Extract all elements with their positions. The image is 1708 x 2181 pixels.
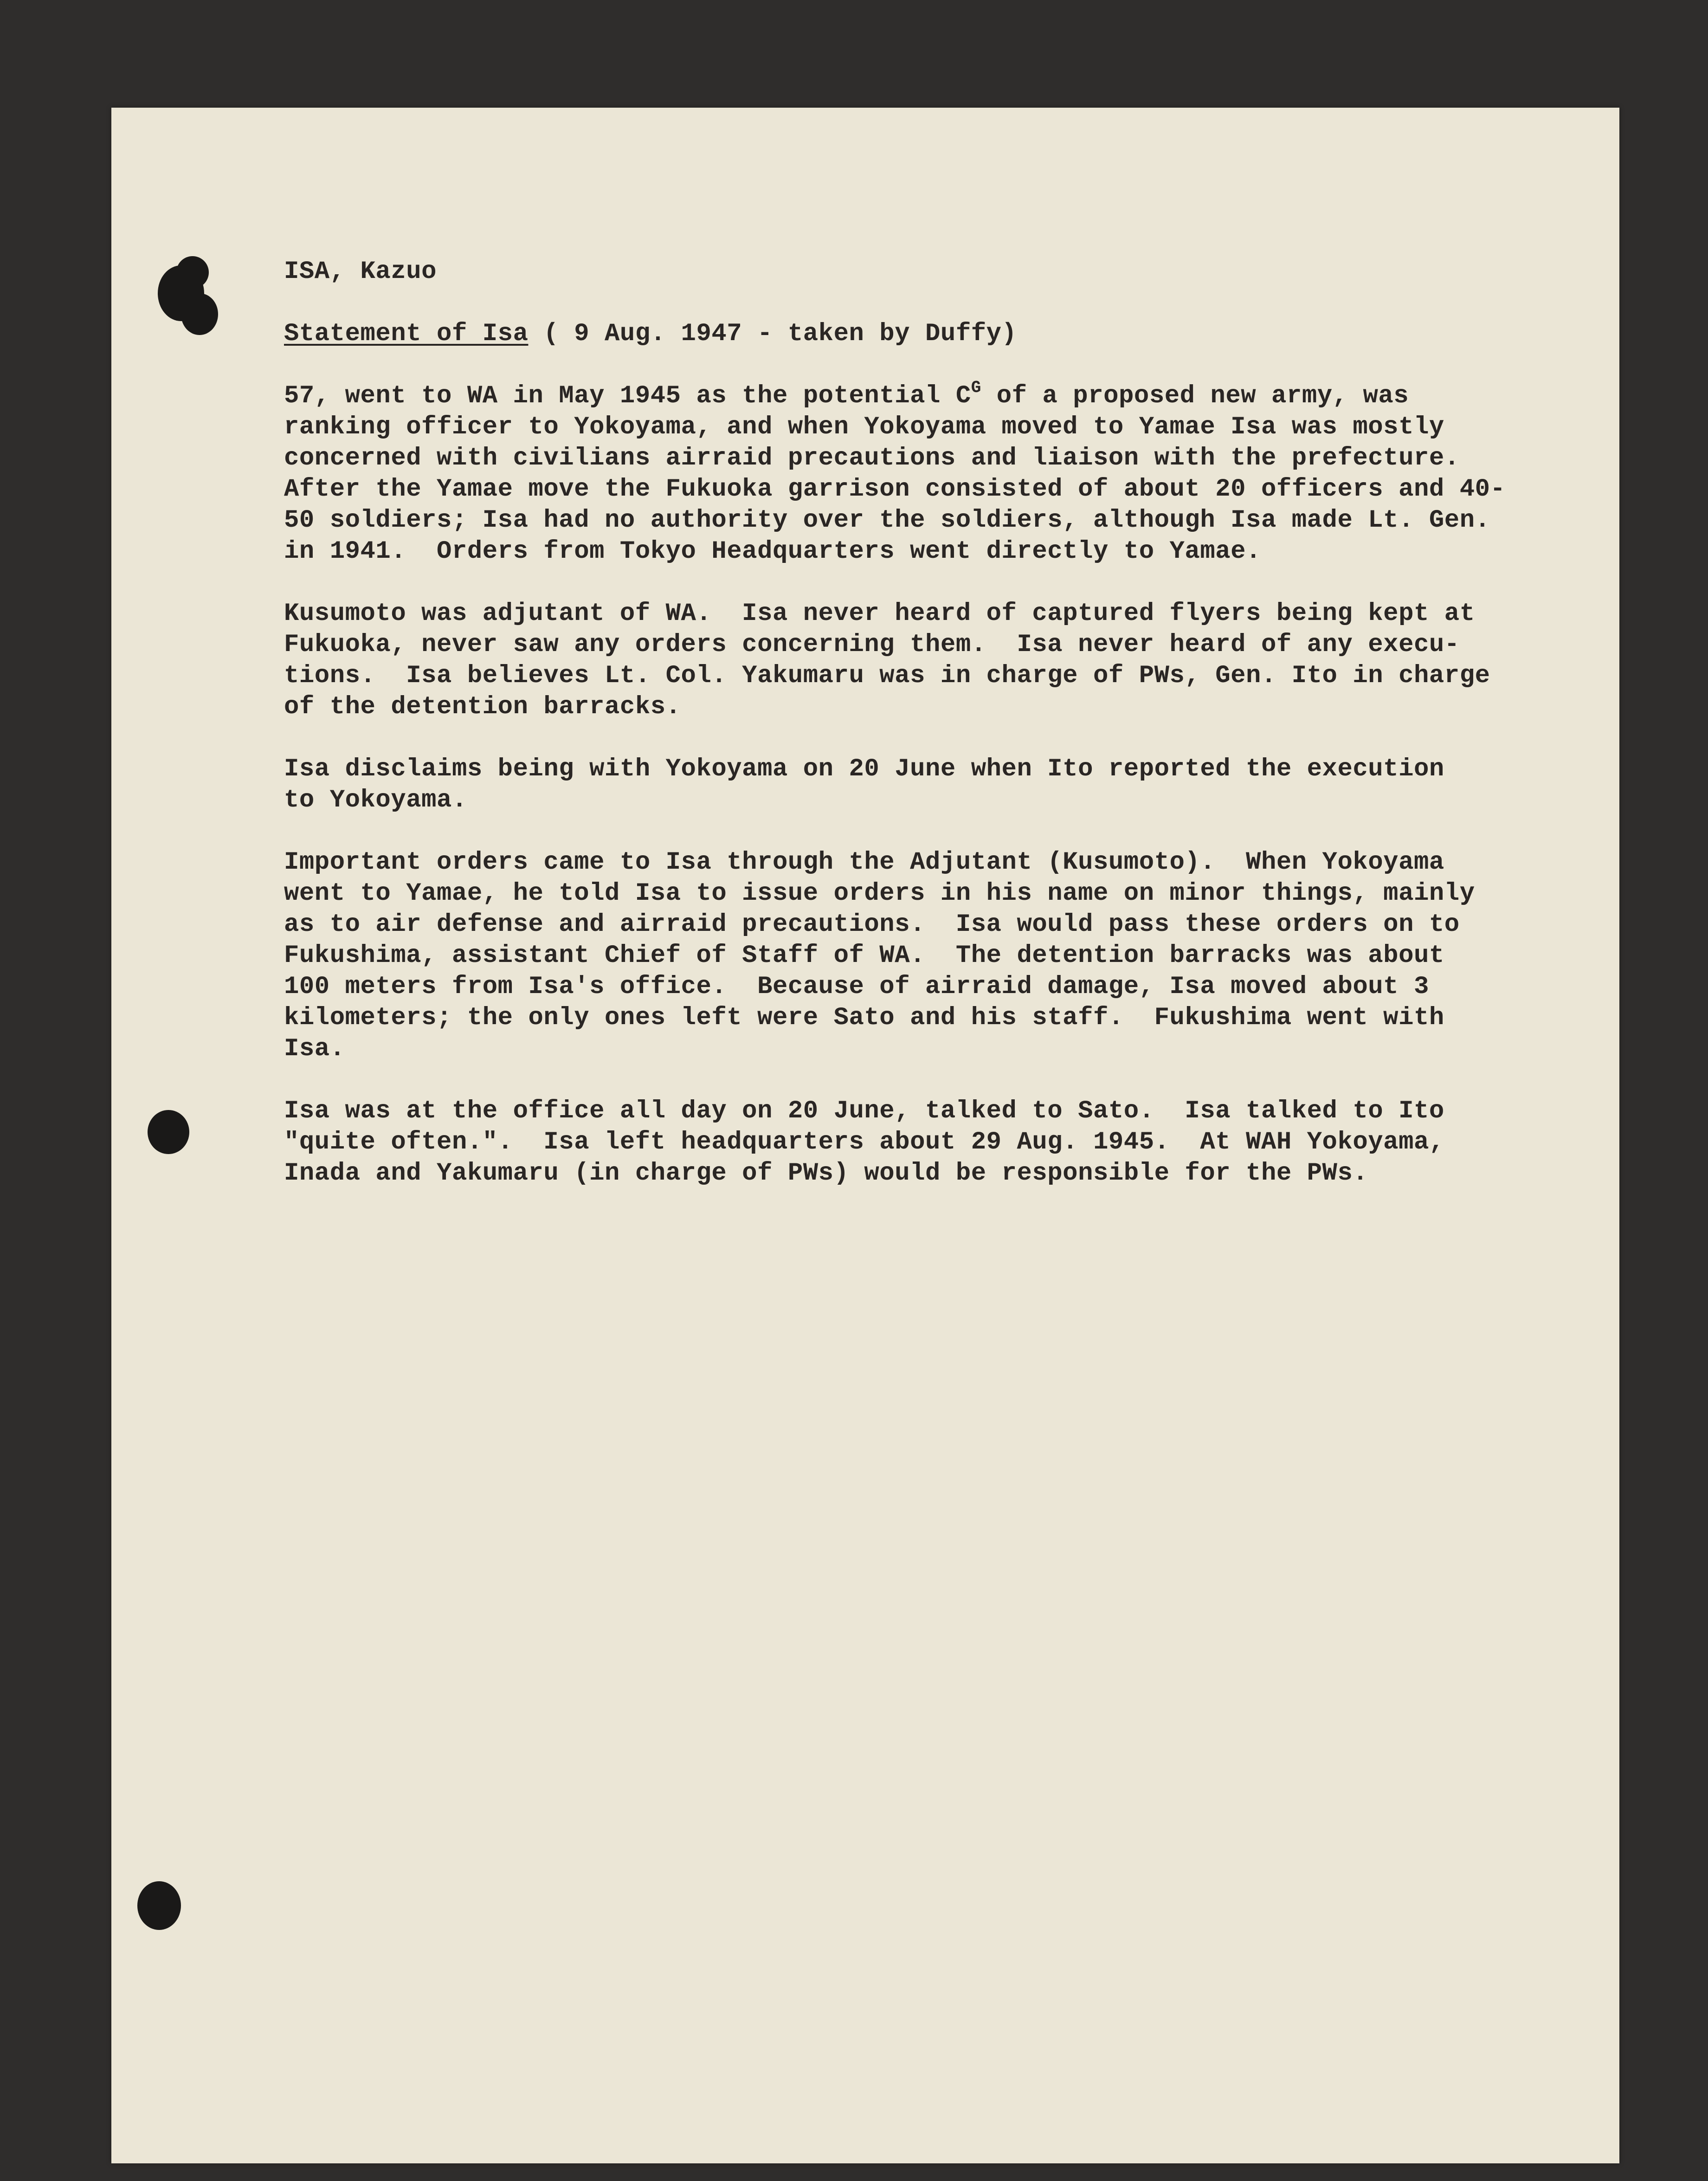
statement-line xyxy=(284,318,1546,349)
paragraph-1-line: concerned with civilians airraid precautions and liaison with the prefecture. xyxy=(284,444,1460,472)
statement-details: ( 9 Aug. 1947 - taken by Duffy) xyxy=(528,320,1017,348)
paragraph-4-line: went to Yamae, he told Isa to issue orders in his name on minor things, mainly xyxy=(284,879,1475,908)
statement-title: Statement of Isa xyxy=(284,320,529,348)
paragraph-2 xyxy=(284,598,1546,723)
paragraph-4-line: Fukushima, assistant Chief of Staff of WA. The detention barracks was about xyxy=(284,942,1444,970)
heading: ISA, Kazuo xyxy=(284,258,437,286)
punch-hole-bottom xyxy=(137,1881,181,1930)
paper-sheet xyxy=(111,108,1619,2163)
punch-hole-top-lobe-b xyxy=(181,293,218,335)
paragraph-4-line: as to air defense and airraid precautions. Isa would pass these orders on to xyxy=(284,910,1460,939)
superscript-g: G xyxy=(971,378,981,397)
paragraph-4 xyxy=(284,847,1546,1065)
paragraph-5-line: "quite often.". Isa left headquarters about 29 Aug. 1945. At WAH Yokoyama, xyxy=(284,1128,1444,1156)
paragraph-2-line: tions. Isa believes Lt. Col. Yakumaru was in charge of PWs, Gen. Ito in charge xyxy=(284,662,1490,690)
paragraph-5-line: Inada and Yakumaru (in charge of PWs) would be responsible for the PWs. xyxy=(284,1159,1368,1187)
paragraph-4-line: Important orders came to Isa through the Adjutant (Kusumoto). When Yokoyama xyxy=(284,848,1444,877)
paragraph-3-line: to Yokoyama. xyxy=(284,786,467,814)
paragraph-3 xyxy=(284,754,1546,816)
punch-hole-top-lobe-a xyxy=(176,256,209,289)
paragraph-5-line: Isa was at the office all day on 20 June, talked to Sato. Isa talked to Ito xyxy=(284,1097,1444,1125)
paragraph-3-line: Isa disclaims being with Yokoyama on 20 June when Ito reported the execution xyxy=(284,755,1444,783)
paragraph-4-line: Isa. xyxy=(284,1035,345,1063)
paragraph-2-line: of the detention barracks. xyxy=(284,693,681,721)
paragraph-2-line: Kusumoto was adjutant of WA. Isa never heard of captured flyers being kept at xyxy=(284,600,1475,628)
paragraph-4-line: kilometers; the only ones left were Sato and his staff. Fukushima went with xyxy=(284,1004,1444,1032)
typed-text xyxy=(284,256,1546,1189)
paragraph-1-line: After the Yamae move the Fukuoka garrison consisted of about 20 officers and 40- xyxy=(284,475,1506,503)
paragraph-4-line: 100 meters from Isa's office. Because of airraid damage, Isa moved about 3 xyxy=(284,973,1429,1001)
paragraph-2-line: Fukuoka, never saw any orders concerning them. Isa never heard of any execu- xyxy=(284,631,1460,659)
paragraph-1-line: 57, went to WA in May 1945 as the potential $C^G$ of a proposed new army, was xyxy=(284,378,1409,410)
paragraph-1 xyxy=(284,378,1546,567)
paragraph-1-line: ranking officer to Yokoyama, and when Yokoyama moved to Yamae Isa was mostly xyxy=(284,413,1444,441)
punch-hole-middle xyxy=(148,1110,189,1154)
paragraph-1-line: 50 soldiers; Isa had no authority over the soldiers, although Isa made Lt. Gen. xyxy=(284,506,1490,535)
paragraph-1-line: in 1941. Orders from Tokyo Headquarters went directly to Yamae. xyxy=(284,537,1261,566)
paragraph-5 xyxy=(284,1096,1546,1189)
